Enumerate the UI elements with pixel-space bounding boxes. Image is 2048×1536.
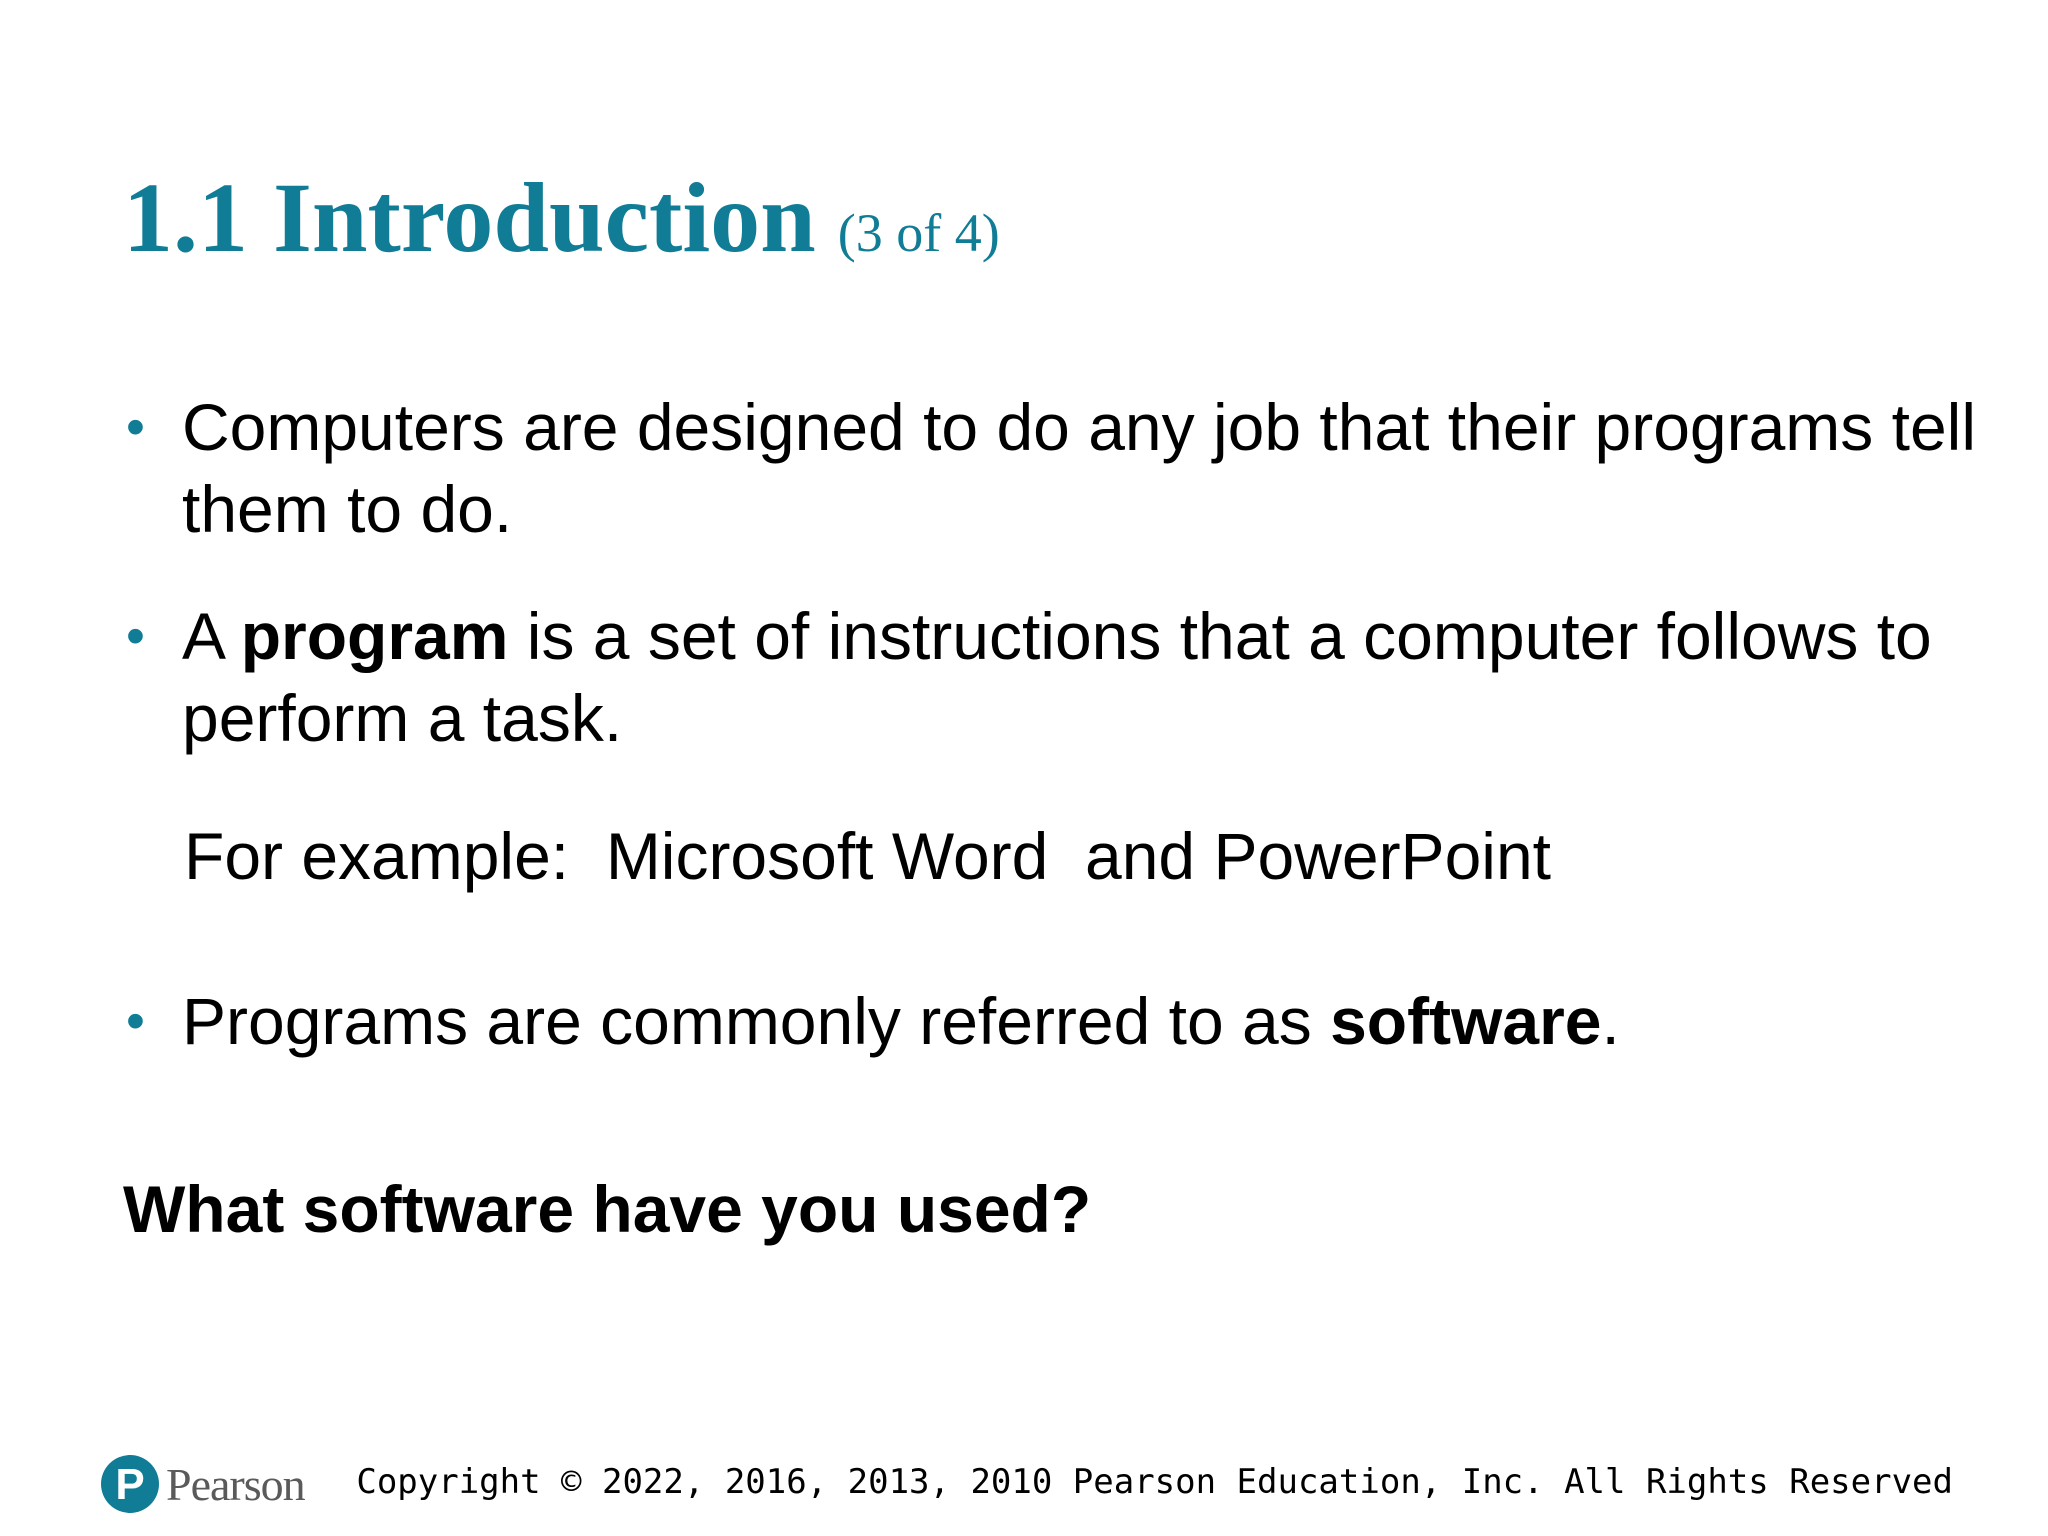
slide-title-main: 1.1 Introduction — [123, 162, 816, 273]
pearson-logo — [100, 1453, 305, 1515]
bullet-dot-icon: • — [126, 606, 145, 666]
pearson-logo-text: Pearson — [166, 1458, 305, 1510]
slide-title-sub: (3 of 4) — [837, 203, 1000, 263]
bullet-text: A — [182, 599, 241, 673]
example-line: For example: Microsoft Word and PowerPoint — [184, 819, 1551, 893]
bullet-item-2 — [126, 595, 2042, 759]
pearson-logo-icon — [100, 1454, 160, 1514]
bullet-text: Programs are commonly referred to as — [182, 984, 1331, 1058]
bullet-item-1 — [126, 386, 2042, 550]
bullet-dot-icon: • — [126, 397, 145, 457]
svg-text:P: P — [115, 1460, 145, 1509]
bullet-bold-term: software — [1330, 984, 1602, 1058]
bullet-bold-term: program — [240, 599, 509, 673]
slide-title — [123, 160, 1000, 275]
copyright-notice: Copyright © 2022, 2016, 2013, 2010 Pearson Education, Inc. All Rights Reserved — [356, 1462, 1953, 1502]
bullet-item-3 — [126, 980, 2042, 1062]
bullet-text: . — [1601, 984, 1620, 1058]
bullet-text: is a set of instructions that a computer follows to perform a task. — [182, 599, 1932, 755]
bullet-text: Computers are designed to do any job that their programs tell them to do. — [182, 390, 1976, 546]
question-text: What software have you used? — [123, 1172, 1092, 1246]
bullet-dot-icon: • — [126, 991, 145, 1051]
